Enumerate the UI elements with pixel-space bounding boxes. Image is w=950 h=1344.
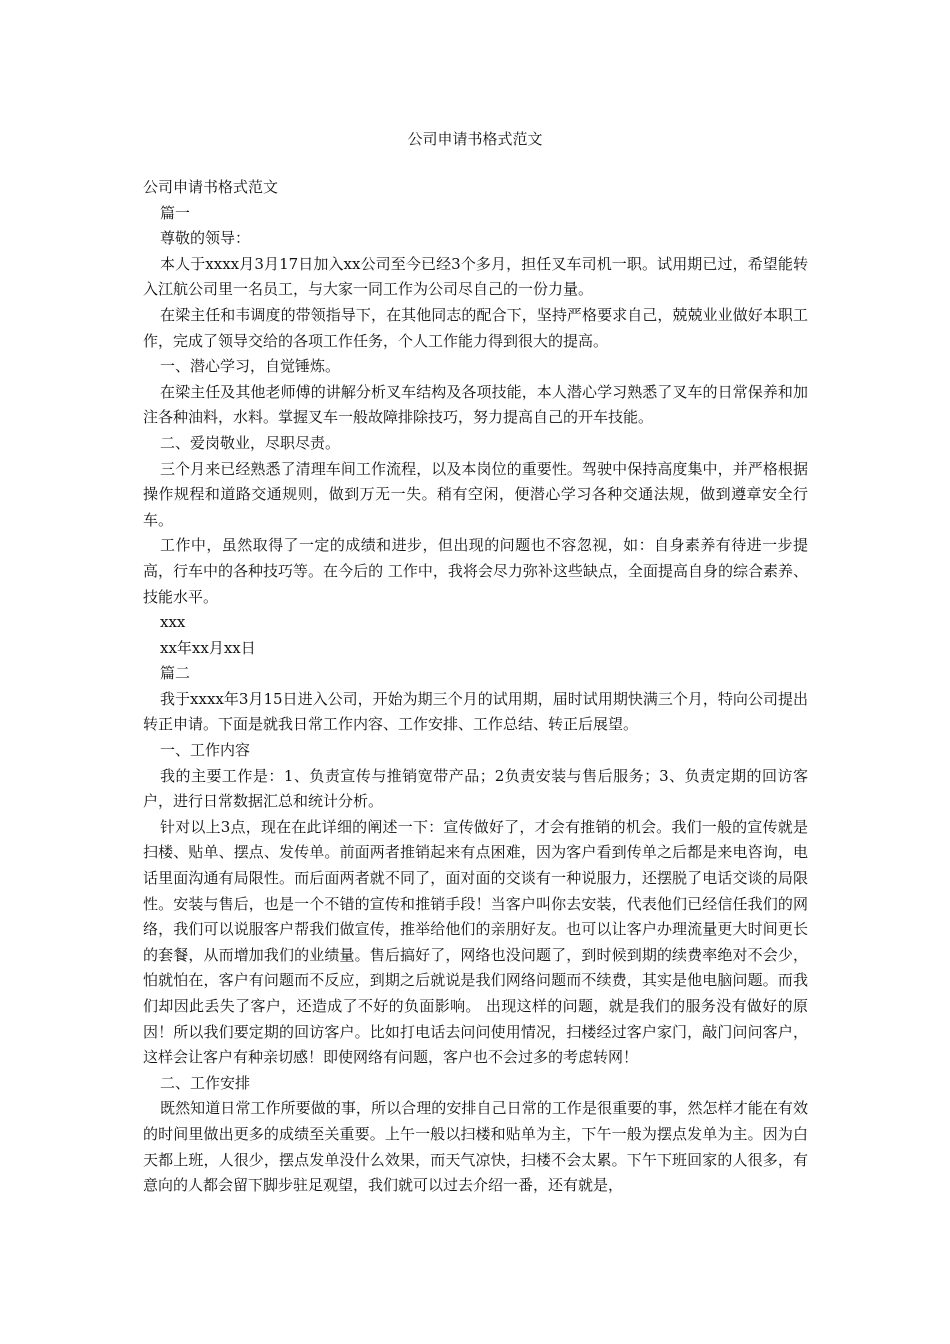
document-title: 公司申请书格式范文	[407, 130, 543, 148]
paragraph: 本人于xxxx月3月17日加入xx公司至今已经3个多月，担任叉车司机一职。试用期已过，希望能转入江航公司里一名员工，与大家一同工作为公司尽自己的一份力量。	[143, 254, 808, 299]
paragraph: xxx	[160, 613, 186, 632]
paragraph: 二、爱岗敬业，尽职尽责。	[160, 433, 341, 452]
paragraph: 既然知道日常工作所要做的事，所以合理的安排自己日常的工作是很重要的事，然怎样才能在有效的时间里做出更多的成绩至关重要。上午一般以扫楼和贴单为主，下午一般为摆点发单为主。因为白天都上班，人很少，摆点发单没什么效果，而天气凉快，扫楼不会太累。下午下班回家的人很多，有意向的人都会留下脚步驻足观望，我们就可以过去介绍一番，还有就是，	[143, 1099, 808, 1195]
paragraph: 我的主要工作是：1、负责宣传与推销宽带产品；2负责安装与售后服务；3、负责定期的回访客户，进行日常数据汇总和统计分析。	[143, 766, 808, 811]
paragraph: 公司申请书格式范文	[143, 178, 279, 196]
paragraph: 三个月来已经熟悉了清理车间工作流程，以及本岗位的重要性。驾驶中保持高度集中，并严格根据操作规程和道路交通规则，做到万无一失。稍有空闲，便潜心学习各种交通法规，做到遵章安全行车。	[143, 459, 808, 529]
paragraph: 篇一	[160, 203, 191, 222]
paragraph: 工作中，虽然取得了一定的成绩和进步，但出现的问题也不容忽视，如：自身素养有待进一步提高，行车中的各种技巧等。在今后的 工作中，我将会尽力弥补这些缺点，全面提高自身的综合素养、技能水平。	[143, 536, 808, 606]
paragraph: 针对以上3点，现在在此详细的阐述一下：宣传做好了，才会有推销的机会。我们一般的宣传就是扫楼、贴单、摆点、发传单。前面两者推销起来有点困难，因为客户看到传单之后都是来电咨询，电话里面沟通有局限性。而后面两者就不同了，面对面的交谈有一种说服力，还摆脱了电话交谈的局限性。安装与售后，也是一个不错的宣传和推销手段！当客户叫你去安装，代表他们已经信任我们的网络，我们可以说服客户帮我们做宣传，推举给他们的亲朋好友。也可以让客户办理流量更大时间更长的套餐，从而增加我们的业绩量。售后搞好了，网络也没问题了，到时候到期的续费率绝对不会少，怕就怕在，客户有问题而不反应，到期之后就说是我们网络问题而不续费，其实是他电脑问题。而我们却因此丢失了客户，还造成了不好的负面影响。 出现这样的问题，就是我们的服务没有做好的原因！所以我们要定期的回访客户。比如打电话去问问使用情况，扫楼经过客户家门，敲门问问客户，这样会让客户有种亲切感！即使网络有问题，客户也不会过多的考虑转网！	[143, 817, 808, 1067]
paragraph: 一、工作内容	[160, 741, 251, 760]
paragraph: 我于xxxx年3月15日进入公司，开始为期三个月的试用期，届时试用期快满三个月，特向公司提出转正申请。下面是就我日常工作内容、工作安排、工作总结、转正后展望。	[143, 689, 808, 734]
paragraph: 二、工作安排	[160, 1073, 251, 1092]
paragraph: 在梁主任及其他老师傅的讲解分析叉车结构及各项技能，本人潜心学习熟悉了叉车的日常保养和加注各种油料，水料。掌握叉车一般故障排除技巧，努力提高自己的开车技能。	[143, 382, 808, 427]
document-body	[143, 175, 808, 1199]
paragraph: 尊敬的领导：	[160, 229, 251, 248]
paragraph: 在梁主任和韦调度的带领指导下，在其他同志的配合下，坚持严格要求自己，兢兢业业做好本职工作，完成了领导交给的各项工作任务，个人工作能力得到很大的提高。	[143, 305, 808, 350]
paragraph: 一、潜心学习，自觉锤炼。	[160, 357, 341, 376]
paragraph: xx年xx月xx日	[160, 638, 256, 657]
paragraph: 篇二	[160, 664, 191, 683]
